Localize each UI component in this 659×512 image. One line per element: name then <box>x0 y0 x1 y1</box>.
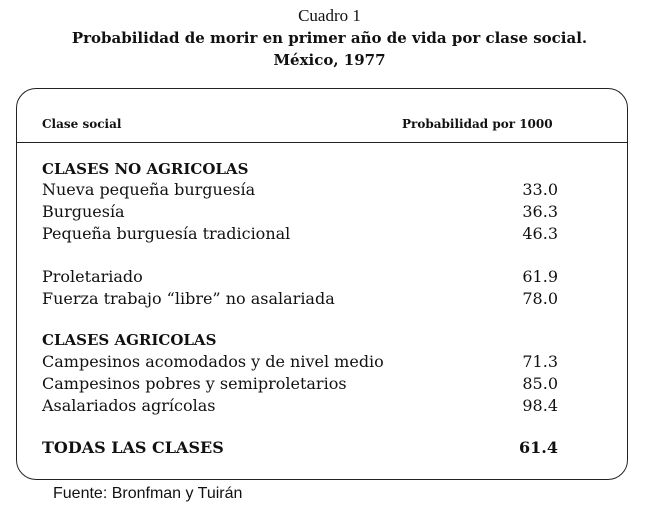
table-row <box>42 224 602 246</box>
row-label: Asalariados agrícolas <box>42 396 216 415</box>
row-value: 98.4 <box>522 396 558 415</box>
table-row <box>42 202 602 224</box>
total-row <box>42 438 602 460</box>
source-note: Fuente: Bronfman y Tuirán <box>53 485 243 502</box>
section-title-agricolas: CLASES AGRICOLAS <box>42 331 217 349</box>
header-divider <box>16 142 628 143</box>
row-label: Proletariado <box>42 267 143 286</box>
row-label: Burguesía <box>42 202 125 221</box>
row-value: 46.3 <box>522 224 558 243</box>
table-row <box>42 289 602 311</box>
table-title: Probabilidad de morir en primer año de vida por clase social. <box>71 29 588 47</box>
row-value: 61.9 <box>522 267 558 286</box>
table-row <box>42 180 602 202</box>
row-value: 78.0 <box>522 289 558 308</box>
table-subtitle: México, 1977 <box>273 51 386 69</box>
total-value: 61.4 <box>519 438 558 457</box>
row-value: 33.0 <box>522 180 558 199</box>
table-number: Cuadro 1 <box>298 6 361 25</box>
table-row <box>42 374 602 396</box>
table-row <box>42 396 602 418</box>
column-header-probability: Probabilidad por 1000 <box>402 117 553 131</box>
section-title-no-agricolas: CLASES NO AGRICOLAS <box>42 160 249 178</box>
total-label: TODAS LAS CLASES <box>42 438 224 457</box>
row-label: Campesinos pobres y semiproletarios <box>42 374 347 393</box>
row-label: Campesinos acomodados y de nivel medio <box>42 352 384 371</box>
column-header-class: Clase social <box>42 117 122 131</box>
table-row <box>42 267 602 289</box>
table-row <box>42 352 602 374</box>
row-value: 36.3 <box>522 202 558 221</box>
row-label: Nueva pequeña burguesía <box>42 180 256 199</box>
row-value: 85.0 <box>522 374 558 393</box>
row-value: 71.3 <box>522 352 558 371</box>
row-label: Fuerza trabajo “libre” no asalariada <box>42 289 335 308</box>
row-label: Pequeña burguesía tradicional <box>42 224 291 243</box>
